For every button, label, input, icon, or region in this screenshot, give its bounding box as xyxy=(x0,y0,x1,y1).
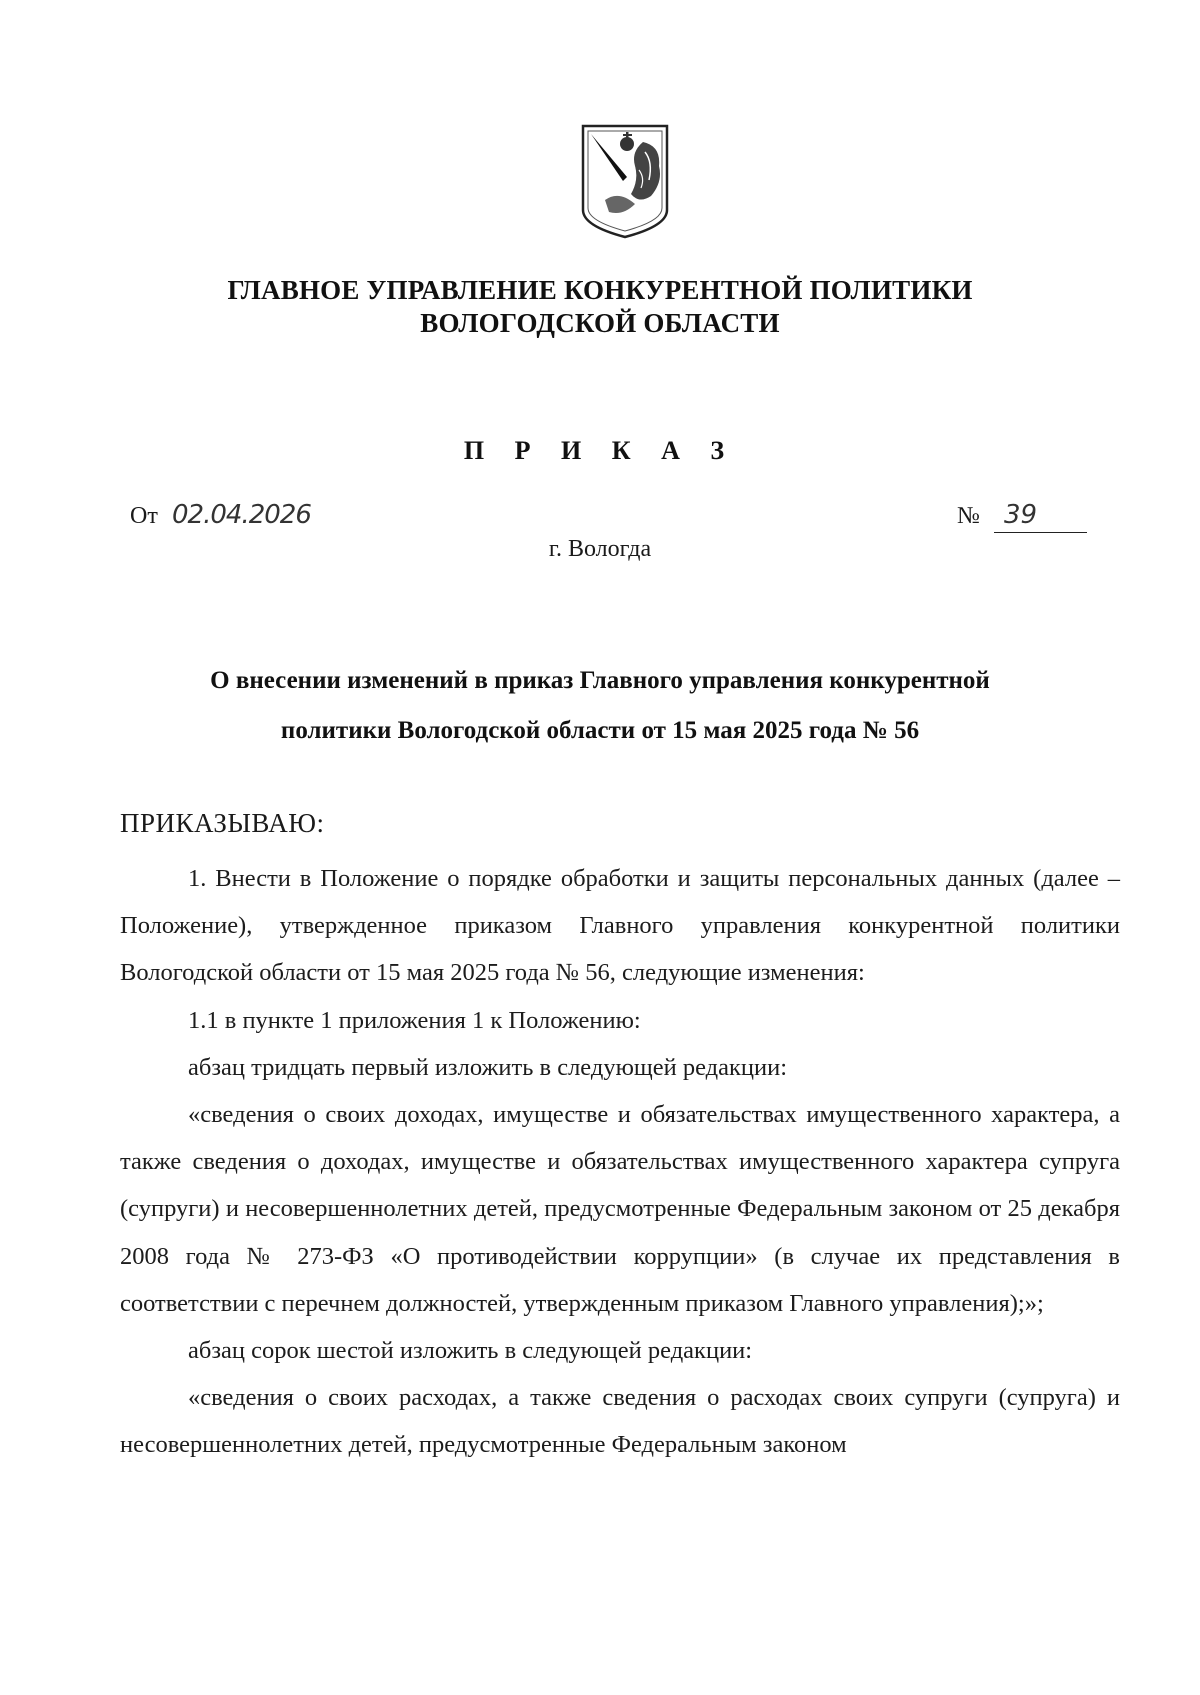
order-title-line2: политики Вологодской области от 15 мая 2025 года № 56 xyxy=(280,717,920,744)
number-underline xyxy=(994,532,1087,533)
coat-of-arms-icon xyxy=(579,122,671,240)
organization-name-line2: ВОЛОГОДСКОЙ ОБЛАСТИ xyxy=(420,308,780,338)
paragraph-abzac-46: абзац сорок шестой изложить в следующей редакции: xyxy=(188,1337,753,1365)
organization-name-line1: ГЛАВНОЕ УПРАВЛЕНИЕ КОНКУРЕНТНОЙ ПОЛИТИКИ xyxy=(227,275,973,305)
command-word: ПРИКАЗЫВАЮ: xyxy=(120,808,325,838)
date-label: От xyxy=(130,503,158,529)
paragraph-quote-2: «сведения о своих расходах, а также сведения о расходах своих супруги (супруга) и несовершеннолетних детей, предусмотренные Федеральным законом xyxy=(120,1384,1120,1459)
handwritten-date: 02.04.2026 xyxy=(172,500,311,530)
document-type-heading: П Р И К А З xyxy=(463,436,737,465)
number-label: № xyxy=(957,503,980,529)
paragraph-quote-1: «сведения о своих доходах, имуществе и обязательствах имущественного характера, а также сведения о доходах, имуществе и обязательствах имущественного характера супруга (супруги) и несовершеннолетних детей, предусмотренные Федеральным законом от 25 декабря 2008 года № 273-ФЗ «О противодействии коррупции» (в случае их представления в соответствии с перечнем должностей, утвержденным приказом Главного управления);»; xyxy=(120,1101,1120,1317)
order-body xyxy=(120,855,1120,1469)
order-title-line1: О внесении изменений в приказ Главного управления конкурентной xyxy=(210,667,990,694)
paragraph-item-1: 1. Внести в Положение о порядке обработки и защиты персональных данных (далее – Положение), утвержденное приказом Главного управления конкурентной политики Вологодской области от 15 мая 2025 года № 56, следующие изменения: xyxy=(120,865,1120,987)
paragraph-item-1-1: 1.1 в пункте 1 приложения 1 к Положению: xyxy=(188,1006,641,1034)
paragraph-abzac-31: абзац тридцать первый изложить в следующей редакции: xyxy=(188,1053,788,1081)
handwritten-number: 39 xyxy=(1004,500,1038,530)
city: г. Вологда xyxy=(548,536,652,562)
